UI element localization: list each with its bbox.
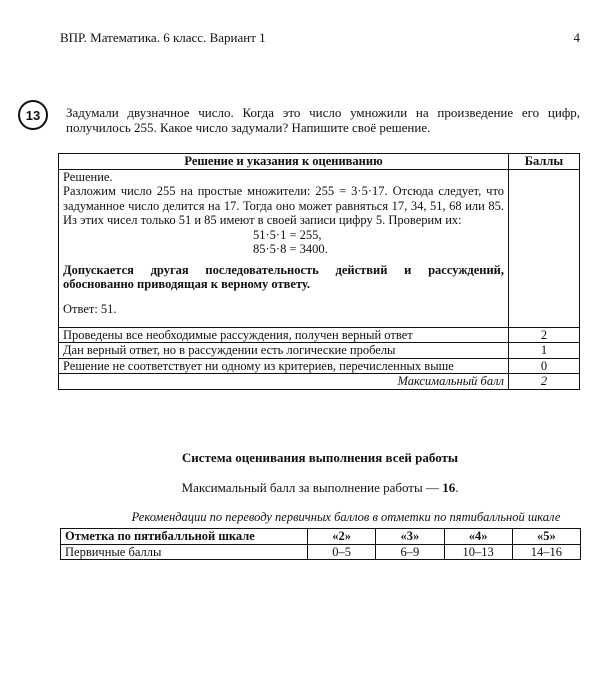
task-number-badge [18,100,48,130]
conversion-table [60,528,581,560]
grading-note: Допускается другая последовательность действий и рассуждений, обоснованно приводящая к верному ответу. [63,262,504,291]
score-range-cell: 10–13 [444,544,512,560]
task-statement [66,105,580,135]
solution-label: Решение. [63,169,113,184]
solution-line-3: Из этих чисел только 51 и 85 имеют в своей записи цифру 5. Проверим их: [63,213,462,227]
total-max-line [0,480,604,496]
primary-score-label: Первичные баллы [61,544,308,560]
grade-cell: «4» [444,529,512,545]
criterion-points: 2 [509,327,580,343]
equation-1: 51·5·1 = 255, [253,227,322,242]
criterion-text: Проведены все необходимые рассуждения, получен верный ответ [59,327,509,343]
total-max-value: 16 [442,480,456,495]
criterion-points: 0 [509,358,580,374]
score-range-cell: 6–9 [376,544,444,560]
max-score-value: 2 [509,374,580,390]
grade-row-label: Отметка по пятибалльной шкале [61,529,308,545]
criterion-text: Дан верный ответ, но в рассуждении есть логические пробелы [59,343,509,359]
criterion-row [59,327,580,343]
primary-score-row [61,544,581,560]
points-empty-cell [509,169,580,327]
task-number: 13 [25,107,41,123]
col-points-header: Баллы [509,154,580,170]
max-score-row [59,374,580,390]
equation-2: 85·5·8 = 3400. [253,242,328,256]
solution-line-1: Разложим число 255 на простые множители: 255 = 3·5·17. Отсюда следует, что [63,184,504,198]
criterion-points: 1 [509,343,580,359]
max-score-label: Максимальный балл [59,374,509,390]
grade-row [61,529,581,545]
grade-cell: «3» [376,529,444,545]
grading-table [58,153,580,390]
answer: Ответ: 51. [63,301,117,316]
criterion-text: Решение не соответствует ни одному из критериев, перечисленных выше [59,358,509,374]
task-line-2: получилось 255. Какое число задумали? Напишите своё решение. [66,120,431,135]
score-range-cell: 14–16 [512,544,580,560]
criterion-row [59,343,580,359]
recommendation-caption: Рекомендации по переводу первичных баллов в отметки по пятибалльной шкале [131,510,561,524]
score-range-cell: 0–5 [308,544,376,560]
page-number: 4 [573,30,580,45]
header-title: ВПР. Математика. 6 класс. Вариант 1 [60,30,266,45]
solution-line-2: задуманное число делится на 17. Тогда оно может равняться 17, 34, 51, 68 или 85. [63,198,504,213]
criterion-row [59,358,580,374]
task-line-1: Задумали двузначное число. Когда это число умножили на произведение его цифр, [66,105,580,120]
grade-cell: «2» [308,529,376,545]
total-max-end: . [455,480,459,495]
total-max-text: Максимальный балл за выполнение работы — [181,480,439,495]
grade-cell: «5» [512,529,580,545]
solution-cell [59,169,509,327]
system-title: Система оценивания выполнения всей работы [181,450,459,465]
col-solution-header: Решение и указания к оцениванию [59,154,509,170]
